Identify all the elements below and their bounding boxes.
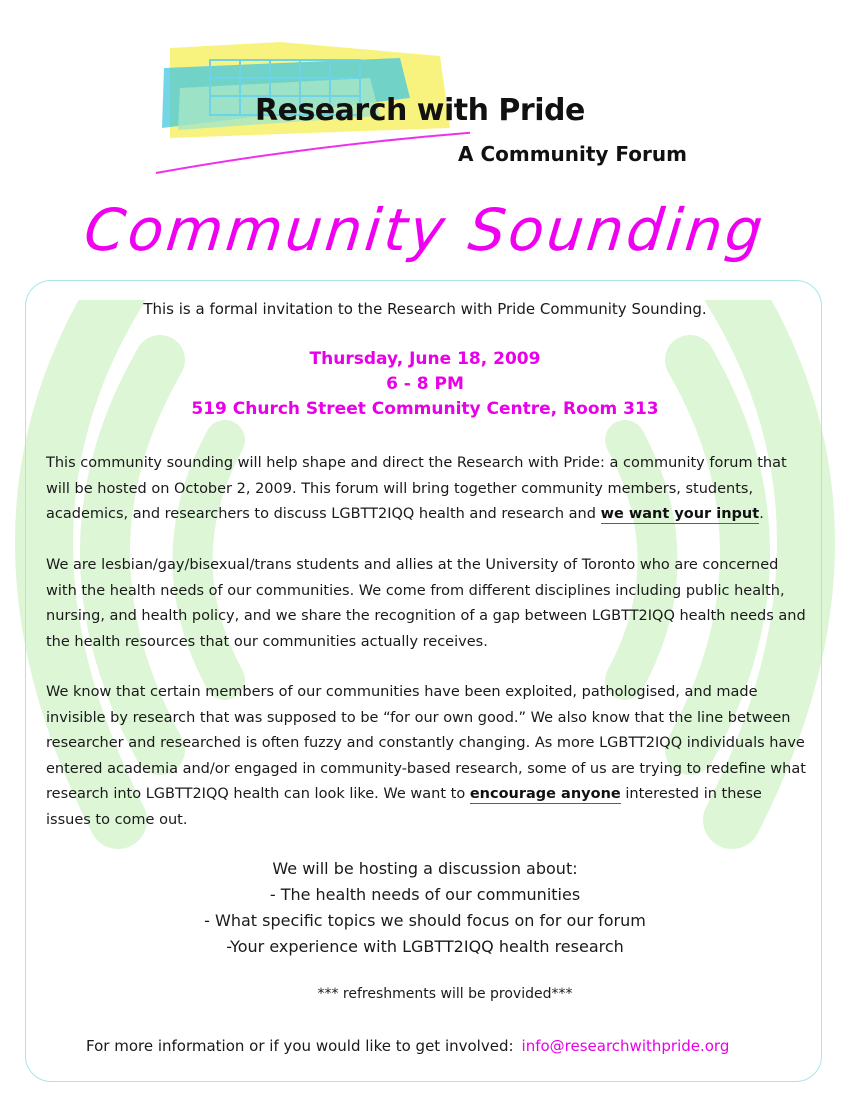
logo-subtitle: A Community Forum	[458, 142, 687, 166]
event-time: 6 - 8 PM	[386, 374, 464, 394]
contact-email-link[interactable]: info@researchwithpride.org	[521, 1037, 730, 1055]
input-emphasis: we want your input	[600, 506, 760, 522]
event-location: 519 Church Street Community Centre, Room 313	[191, 399, 659, 419]
discussion-item: -Your experience with LGBTT2IQQ health research	[226, 937, 624, 956]
paragraph-purpose-end: .	[759, 506, 764, 522]
contact-line	[86, 1037, 729, 1055]
paragraph-research	[46, 680, 806, 833]
discussion-item: - The health needs of our communities	[269, 885, 581, 904]
contact-text: For more information or if you would like to get involved:	[86, 1037, 514, 1055]
refreshments-note: *** refreshments will be provided***	[317, 986, 573, 1002]
paragraph-research-end: interested in these issues to come out.	[46, 786, 762, 828]
event-details	[0, 347, 850, 422]
headline: Community Sounding	[81, 196, 769, 264]
paragraph-about-us: We are lesbian/gay/bisexual/trans students and allies at the University of Toronto who are concerned with the health needs of our communities. We come from different disciplines including public health, nursing, and health policy, and we share the recognition of a gap between LGBTT2IQQ health needs and the health resources that our communities actually receives.	[46, 557, 806, 650]
logo-title: Research with Pride	[255, 93, 585, 128]
event-date: Thursday, June 18, 2009	[309, 349, 541, 369]
intro-text: This is a formal invitation to the Research with Pride Community Sounding.	[143, 300, 707, 318]
discussion-heading: We will be hosting a discussion about:	[272, 859, 578, 878]
discussion-item: - What specific topics we should focus on for our forum	[204, 911, 646, 930]
paragraph-purpose-text: This community sounding will help shape and direct the Research with Pride: a community forum that will be hosted on October 2, 2009. This forum will bring together community members, students, academics, and researchers to discuss LGBTT2IQQ health and research and	[46, 455, 787, 522]
discussion-list	[0, 856, 850, 960]
encourage-emphasis: encourage anyone	[469, 786, 621, 802]
paragraph-purpose	[46, 451, 806, 528]
paragraph-research-text: We know that certain members of our communities have been exploited, pathologised, and made invisible by research that was supposed to be “for our own good.” We also know that the line between researcher and researched is often fuzzy and constantly changing. As more LGBTT2IQQ individuals have entered academia and/or engaged in community-based research, some of us are trying to redefine what research into LGBTT2IQQ health can look like. We want to	[46, 684, 806, 802]
